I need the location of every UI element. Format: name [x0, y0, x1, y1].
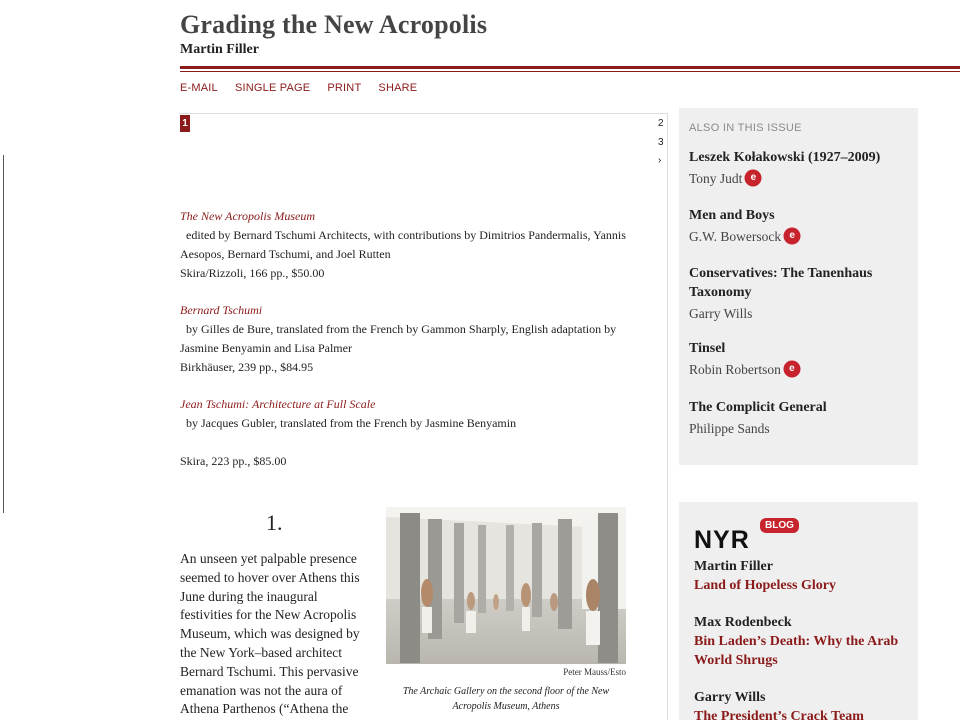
content-top-divider — [180, 113, 667, 114]
issue-article-title[interactable]: Leszek Kołakowski (1927–2009) — [689, 150, 881, 165]
ebook-icon: e — [746, 171, 760, 185]
issue-article-author[interactable]: Garry Wills — [689, 306, 753, 321]
nyr-blog-logo[interactable] — [694, 516, 804, 552]
single-page-link[interactable]: SINGLE PAGE — [234, 82, 311, 94]
book-credit: by Gilles de Bure, translated from the French by Gammon Sharply, English adaptation by Jasmine Benyamin and Lisa Palmer — [180, 322, 617, 355]
page-link-3[interactable]: 3 — [658, 137, 664, 148]
article-author: Martin Filler — [180, 42, 259, 57]
blog-post — [694, 613, 904, 670]
email-link[interactable]: E-MAIL — [180, 82, 218, 94]
book-credit: by Jacques Gubler, translated from the French by Jasmine Benyamin — [186, 416, 517, 430]
issue-article-title[interactable]: Conservatives: The Tanenhaus Taxonomy — [689, 266, 873, 300]
page-link-2[interactable]: 2 — [658, 118, 664, 129]
blog-post-title[interactable]: Land of Hopeless Glory — [694, 578, 836, 593]
blog-post-author: Martin Filler — [694, 559, 773, 574]
blog-post-title[interactable]: The President’s Crack Team — [694, 709, 864, 720]
issue-article — [689, 148, 909, 188]
page-current: 1 — [180, 115, 190, 132]
book-title-link[interactable]: The New Acropolis Museum — [180, 209, 315, 223]
issue-article — [689, 264, 909, 323]
book-publisher: Skira/Rizzoli, 166 pp., $50.00 — [180, 266, 325, 280]
blog-post — [694, 688, 904, 720]
blog-post-author: Max Rodenbeck — [694, 615, 792, 630]
article-toolbar — [180, 82, 431, 94]
blog-post-title[interactable]: Bin Laden’s Death: Why the Arab World Shrugs — [694, 634, 899, 668]
issue-article-author[interactable]: Tony Judt — [689, 171, 743, 186]
issue-article-author[interactable]: Philippe Sands — [689, 421, 770, 436]
book-entry — [180, 395, 650, 471]
issue-article-author[interactable]: Robin Robertson — [689, 362, 781, 377]
header-rule-thick — [180, 66, 960, 69]
book-publisher: Birkhäuser, 239 pp., $84.95 — [180, 360, 314, 374]
article-body-text: An unseen yet palpable presence seemed to hover over Athens this June during the inaugural festivities for the New Acropolis Museum, which was designed by the New York–based architect Bernard Tschumi. This pervasive emanation was not the aura of Athena Parthenos (“Athena the — [180, 551, 360, 717]
ebook-icon: e — [785, 229, 799, 243]
share-link[interactable]: SHARE — [378, 82, 418, 94]
issue-article — [689, 339, 909, 379]
section-number: 1. — [266, 510, 283, 535]
museum-gallery-photo — [386, 507, 626, 664]
page-next-link[interactable]: › — [658, 155, 662, 166]
book-publisher: Skira, 223 pp., $85.00 — [180, 454, 287, 468]
blog-post — [694, 557, 904, 595]
issue-article — [689, 206, 909, 246]
also-in-issue-heading: ALSO IN THIS ISSUE — [689, 122, 802, 134]
blog-panel — [679, 502, 918, 720]
blog-post-author: Garry Wills — [694, 690, 766, 705]
book-title-link[interactable]: Bernard Tschumi — [180, 303, 263, 317]
column-separator — [667, 113, 668, 720]
print-link[interactable]: PRINT — [327, 82, 362, 94]
header-rule-thin — [180, 71, 960, 72]
nyr-logo-text: NYR — [694, 526, 750, 554]
book-title-link[interactable]: Jean Tschumi: Architecture at Full Scale — [180, 397, 376, 411]
left-border-line — [3, 155, 4, 513]
issue-article — [689, 398, 909, 438]
issue-article-title[interactable]: Men and Boys — [689, 208, 775, 223]
blog-badge: BLOG — [760, 518, 799, 533]
issue-article-title[interactable]: The Complicit General — [689, 400, 827, 415]
article-title: Grading the New Acropolis — [180, 10, 488, 39]
ebook-icon: e — [785, 362, 799, 376]
book-entry — [180, 207, 650, 283]
issue-article-author[interactable]: G.W. Bowersock — [689, 229, 782, 244]
photo-caption: The Archaic Gallery on the second floor of the New Acropolis Museum, Athens — [402, 686, 610, 712]
photo-credit: Peter Mauss/Esto — [563, 667, 626, 677]
also-in-issue-panel — [679, 108, 918, 465]
book-entry — [180, 301, 650, 377]
issue-article-title[interactable]: Tinsel — [689, 341, 726, 356]
book-credit: edited by Bernard Tschumi Architects, with contributions by Dimitrios Pandermalis, Yannis Aesopos, Bernard Tschumi, and Joel Rutten — [180, 228, 626, 261]
